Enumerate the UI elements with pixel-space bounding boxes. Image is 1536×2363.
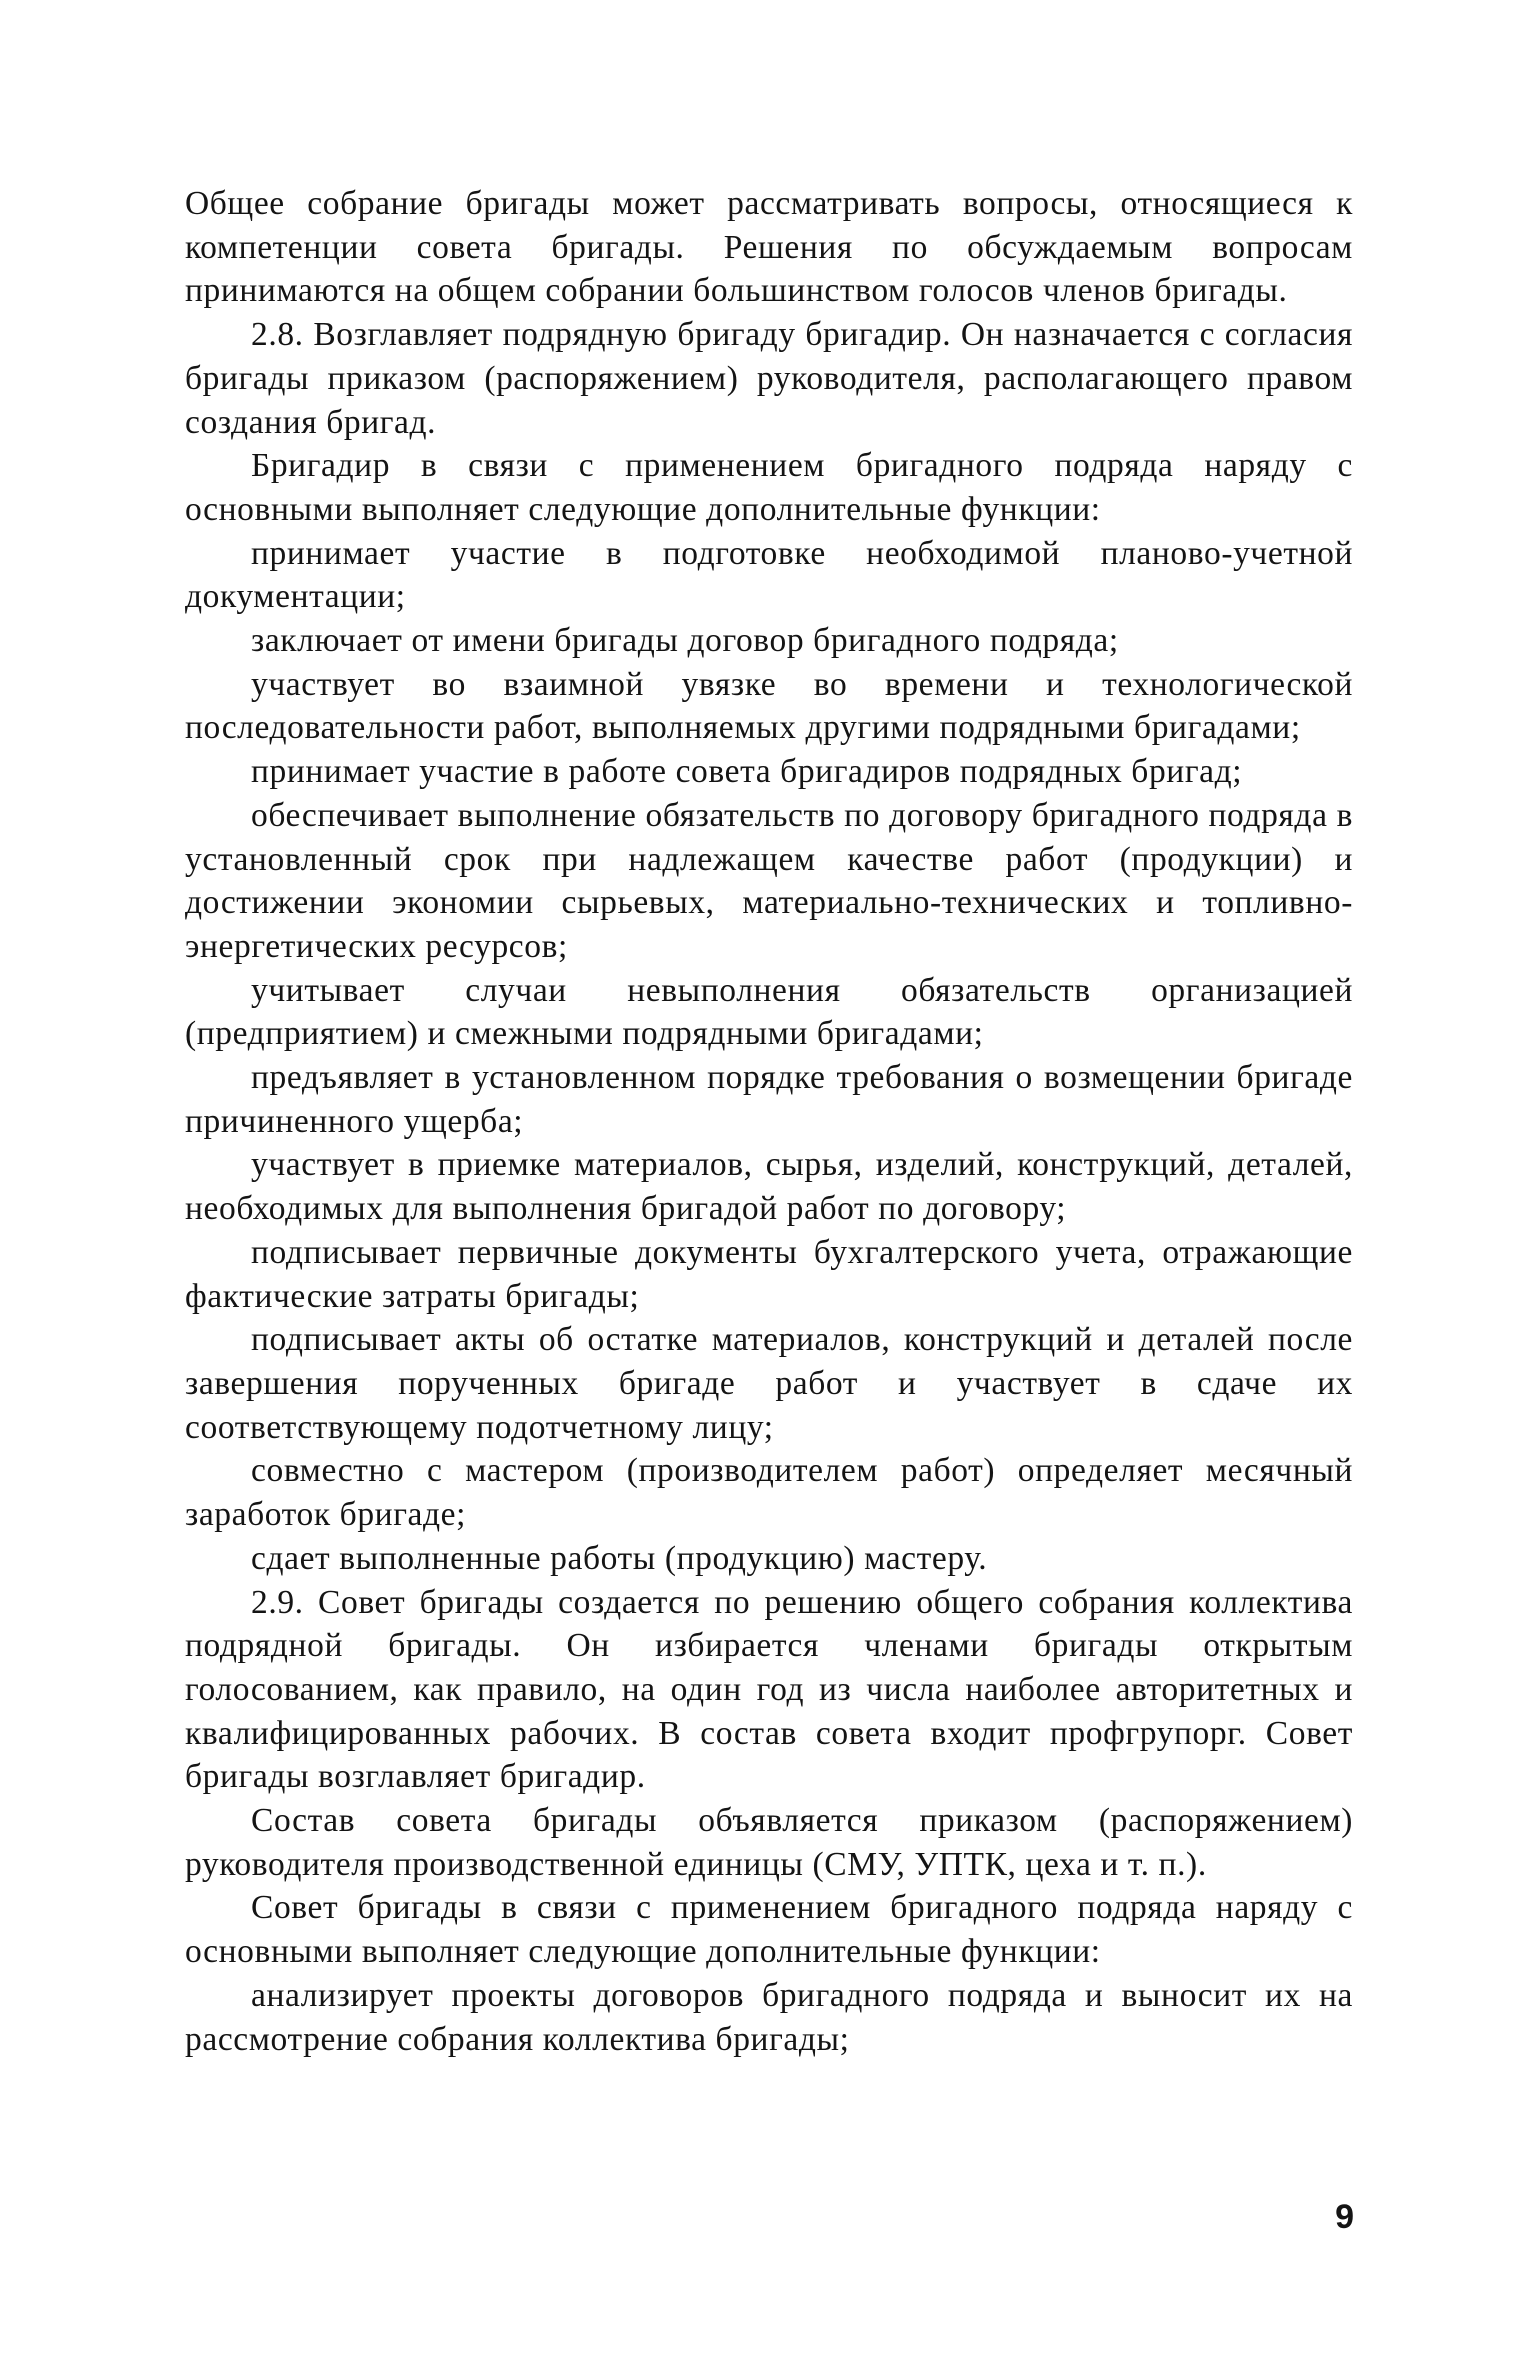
paragraph: Общее собрание бригады может рассматривать вопросы, относящиеся к компетенции совета бригады. Решения по обсуждаемым вопросам принимаются на общем собрании большинством голосов членов бригады. (185, 185, 1353, 310)
list-item: подписывает акты об остатке материалов, конструкций и деталей после завершения порученных бригаде работ и участвует в сдаче их соответствующему подотчетному лицу; (185, 1321, 1353, 1446)
list-item: участвует в приемке материалов, сырья, изделий, конструкций, деталей, необходимых для выполнения бригадой работ по договору; (185, 1146, 1353, 1228)
list-item: обеспечивает выполнение обязательств по договору бригадного подряда в установленный срок при надлежащем качестве работ (продукции) и достижении экономии сырьевых, материально-технических и топливно-энергетических ресурсов; (185, 796, 1353, 965)
page-number: 9 (1335, 2198, 1354, 2236)
list-item: заключает от имени бригады договор бригадного подряда; (251, 622, 1119, 660)
paragraph: 2.9. Совет бригады создается по решению общего собрания коллектива подрядной бригады. Он избирается членами бригады открытым голосованием, как правило, на один год из числа наиболее авторитетных и квалифицированных рабочих. В состав совета входит профгрупорг. Совет бригады возглавляет бригадир. (185, 1583, 1353, 1796)
paragraph: 2.8. Возглавляет подрядную бригаду бригадир. Он назначается с согласия бригады приказом (распоряжением) руководителя, располагающего правом создания бригад. (185, 316, 1353, 441)
list-item: предъявляет в установленном порядке требования о возмещении бригаде причиненного ущерба; (185, 1059, 1353, 1140)
list-item: принимает участие в работе совета бригадиров подрядных бригад; (251, 753, 1243, 791)
list-item: подписывает первичные документы бухгалтерского учета, отражающие фактические затраты бригады; (185, 1233, 1353, 1315)
body-text (185, 182, 1353, 2061)
list-item: принимает участие в подготовке необходимой планово-учетной документации; (185, 534, 1353, 616)
paragraph: Совет бригады в связи с применением бригадного подряда наряду с основными выполняет следующие дополнительные функции: (185, 1889, 1353, 1971)
list-item: участвует во взаимной увязке во времени и технологической последовательности работ, выполняемых другими подрядными бригадами; (185, 665, 1353, 747)
paragraph: Состав совета бригады объявляется приказом (распоряжением) руководителя производственной единицы (СМУ, УПТК, цеха и т. п.). (185, 1802, 1353, 1883)
paragraph: Бригадир в связи с применением бригадного подряда наряду с основными выполняет следующие дополнительные функции: (185, 447, 1353, 528)
list-item: анализирует проекты договоров бригадного подряда и выносит их на рассмотрение собрания коллектива бригады; (185, 1976, 1353, 2058)
list-item: учитывает случаи невыполнения обязательств организацией (предприятием) и смежными подрядными бригадами; (185, 971, 1353, 1053)
list-item: сдает выполненные работы (продукцию) мастеру. (251, 1539, 988, 1577)
list-item: совместно с мастером (производителем работ) определяет месячный заработок бригаде; (185, 1452, 1353, 1534)
